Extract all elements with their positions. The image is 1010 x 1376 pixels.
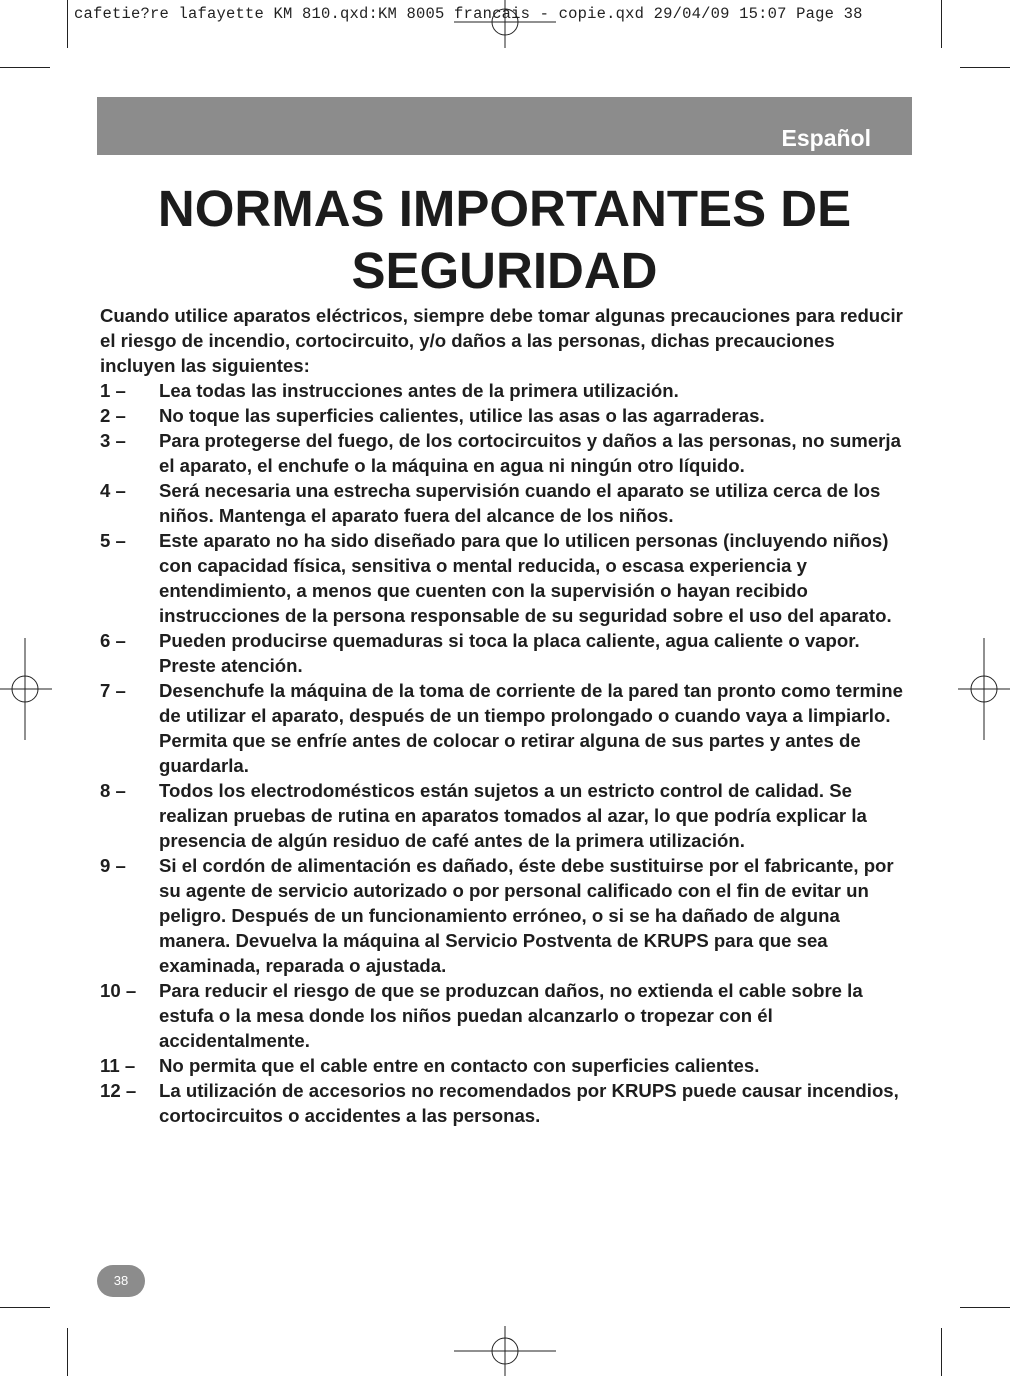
rule-number: 10 – bbox=[100, 980, 137, 1001]
page-number-badge: 38 bbox=[97, 1265, 145, 1297]
crop-mark-top-left-horizontal bbox=[0, 67, 50, 68]
rule-text: Desenchufe la máquina de la toma de corriente de la pared tan pronto como termine de utilizar el aparato, después de un tiempo prolongado o cuando vaya a limpiarlo. Permita que se enfríe antes de colocar o retirar alguna de sus partes y antes de guardarla. bbox=[159, 680, 903, 776]
crop-mark-top-right-horizontal bbox=[960, 67, 1010, 68]
list-item bbox=[100, 1053, 915, 1078]
rule-text: No toque las superficies calientes, utilice las asas o las agarraderas. bbox=[159, 405, 765, 426]
page-title-line: NORMAS IMPORTANTES DE bbox=[157, 180, 852, 237]
rule-number: 5 – bbox=[100, 530, 126, 551]
rule-number: 2 – bbox=[100, 405, 126, 426]
crop-mark-bottom-right-horizontal bbox=[960, 1307, 1010, 1308]
registration-mark-top bbox=[454, 0, 556, 50]
crop-mark-top-right-vertical bbox=[941, 0, 942, 48]
safety-rules-list bbox=[100, 378, 915, 1128]
registration-mark-left bbox=[0, 638, 52, 740]
list-item bbox=[100, 378, 915, 403]
rule-number: 8 – bbox=[100, 780, 126, 801]
rule-text: Será necesaria una estrecha supervisión cuando el aparato se utiliza cerca de los niños. Mantenga el aparato fuera del alcance de los niños. bbox=[159, 480, 881, 526]
list-item bbox=[100, 778, 915, 853]
crop-mark-bottom-left-vertical bbox=[67, 1328, 68, 1376]
rule-number: 3 – bbox=[100, 430, 126, 451]
rule-text: Este aparato no ha sido diseñado para que lo utilicen personas (incluyendo niños) con capacidad física, sensitiva o mental reducida, o escasa experiencia y entendimiento, a menos que cuenten con la supervisión o hayan recibido instrucciones de la persona responsable de su seguridad sobre el uso del aparato. bbox=[159, 530, 892, 626]
list-item bbox=[100, 428, 915, 478]
rule-number: 4 – bbox=[100, 480, 126, 501]
rule-text: Para reducir el riesgo de que se produzcan daños, no extienda el cable sobre la estufa o la mesa donde los niños puedan alcanzarlo o tropezar con él accidentalmente. bbox=[159, 980, 863, 1051]
rule-text: La utilización de accesorios no recomendados por KRUPS puede causar incendios, cortocircuitos o accidentes a las personas. bbox=[159, 1080, 899, 1126]
language-header-band bbox=[97, 97, 912, 155]
rule-text: No permita que el cable entre en contacto con superficies calientes. bbox=[159, 1055, 760, 1076]
language-label: Español bbox=[781, 125, 871, 151]
crop-mark-top-left-vertical bbox=[67, 0, 68, 48]
page-title-line: SEGURIDAD bbox=[351, 242, 658, 299]
rule-number: 6 – bbox=[100, 630, 126, 651]
rule-number: 11 – bbox=[100, 1055, 136, 1076]
rule-text: Para protegerse del fuego, de los cortocircuitos y daños a las personas, no sumerja el aparato, el enchufe o la máquina en agua ni ningún otro líquido. bbox=[159, 430, 901, 476]
page-title bbox=[97, 178, 912, 302]
rule-text: Si el cordón de alimentación es dañado, éste debe sustituirse por el fabricante, por su agente de servicio autorizado o por personal calificado con el fin de evitar un peligro. Después de un funcionamiento erróneo, o si se ha dañado de alguna manera. Devuelva la máquina al Servicio Postventa de KRUPS para que sea examinada, reparada o ajustada. bbox=[159, 855, 894, 976]
list-item bbox=[100, 528, 915, 628]
rule-number: 7 – bbox=[100, 680, 126, 701]
registration-mark-right bbox=[958, 638, 1010, 740]
safety-rules-section bbox=[100, 303, 915, 1128]
intro-paragraph: Cuando utilice aparatos eléctricos, siempre debe tomar algunas precauciones para reducir el riesgo de incendio, cortocircuito, y/o daños a las personas, dichas precauciones incluyen las siguientes: bbox=[100, 305, 903, 376]
rule-text: Todos los electrodomésticos están sujetos a un estricto control de calidad. Se realizan pruebas de rutina en aparatos tomados al azar, lo que podría explicar la presencia de algún residuo de café antes de la primera utilización. bbox=[159, 780, 867, 851]
rule-number: 1 – bbox=[100, 380, 126, 401]
rule-text: Pueden producirse quemaduras si toca la placa caliente, agua caliente o vapor. Preste atención. bbox=[159, 630, 860, 676]
crop-mark-bottom-right-vertical bbox=[941, 1328, 942, 1376]
list-item bbox=[100, 1078, 915, 1128]
list-item bbox=[100, 978, 915, 1053]
rule-number: 9 – bbox=[100, 855, 126, 876]
list-item bbox=[100, 478, 915, 528]
list-item bbox=[100, 853, 915, 978]
crop-mark-bottom-left-horizontal bbox=[0, 1307, 50, 1308]
registration-mark-bottom bbox=[454, 1326, 556, 1376]
list-item bbox=[100, 628, 915, 678]
rule-number: 12 – bbox=[100, 1080, 137, 1101]
rule-text: Lea todas las instrucciones antes de la primera utilización. bbox=[159, 380, 679, 401]
printer-slug-line: cafetie?re lafayette KM 810.qxd:KM 8005 francais - copie.qxd 29/04/09 15:07 Page 38 bbox=[74, 5, 863, 23]
list-item bbox=[100, 403, 915, 428]
list-item bbox=[100, 678, 915, 778]
